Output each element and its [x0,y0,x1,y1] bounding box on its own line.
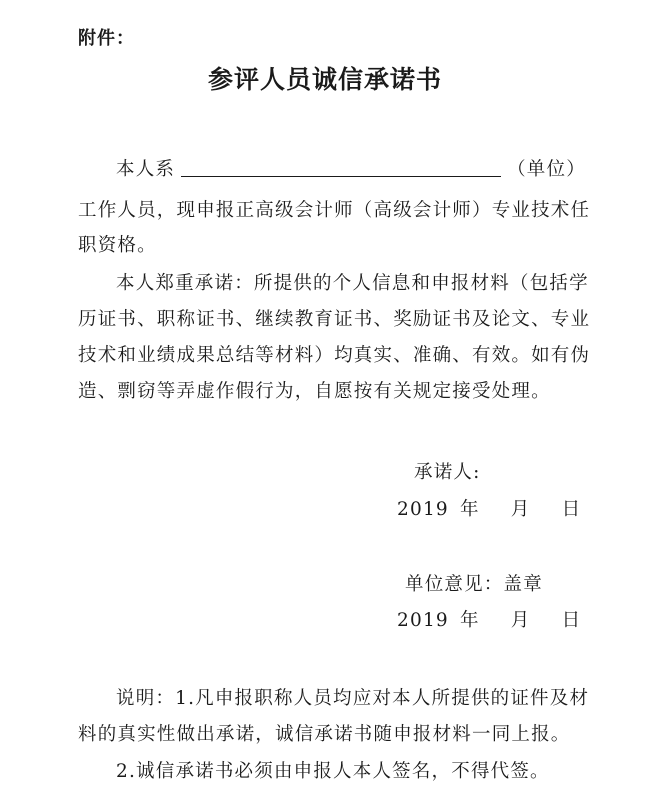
document-title: 参评人员诚信承诺书 [207,65,442,94]
declaration-line-3: 职资格。 [78,235,157,256]
signatory-year-unit: 年 [459,499,480,520]
unit-opinion-year: 2019 [397,610,449,631]
declaration-line-1 [116,155,586,181]
promise-line-2: 历证书、职称证书、继续教育证书、奖励证书及论文、专业 [78,309,591,330]
signatory-date [397,495,581,521]
signatory-year: 2019 [397,499,449,520]
notes-line-1: 说明：1.凡申报职称人员均应对本人所提供的证件及材 [116,688,590,709]
unit-name-blank[interactable] [181,158,501,177]
notes-line-3: 2.诚信承诺书必须由申报人本人签名，不得代签。 [116,761,550,782]
unit-opinion-date [397,606,581,632]
unit-opinion-year-unit: 年 [459,610,480,631]
signatory-label: 承诺人: [414,462,481,483]
unit-opinion-label: 单位意见：盖章 [405,574,543,595]
notes-line-2: 料的真实性做出承诺，诚信承诺书随申报材料一同上报。 [78,724,571,745]
promise-line-1: 本人郑重承诺：所提供的个人信息和申报材料（包括学 [116,273,589,294]
unit-opinion-day-unit: 日 [561,610,582,631]
declaration-line-2: 工作人员，现申报正高级会计师（高级会计师）专业技术任 [78,200,591,221]
promise-line-3: 技术和业绩成果总结等材料）均真实、准确、有效。如有伪 [78,345,591,366]
promise-line-4: 造、剽窃等弄虚作假行为，自愿按有关规定接受处理。 [78,381,551,402]
signatory-day-unit: 日 [561,499,582,520]
unit-opinion-month-unit: 月 [510,610,531,631]
signatory-month-unit: 月 [510,499,531,520]
declaration-prefix: 本人系 [116,159,176,180]
unit-suffix: （单位） [507,159,586,180]
attachment-label: 附件： [78,28,135,49]
